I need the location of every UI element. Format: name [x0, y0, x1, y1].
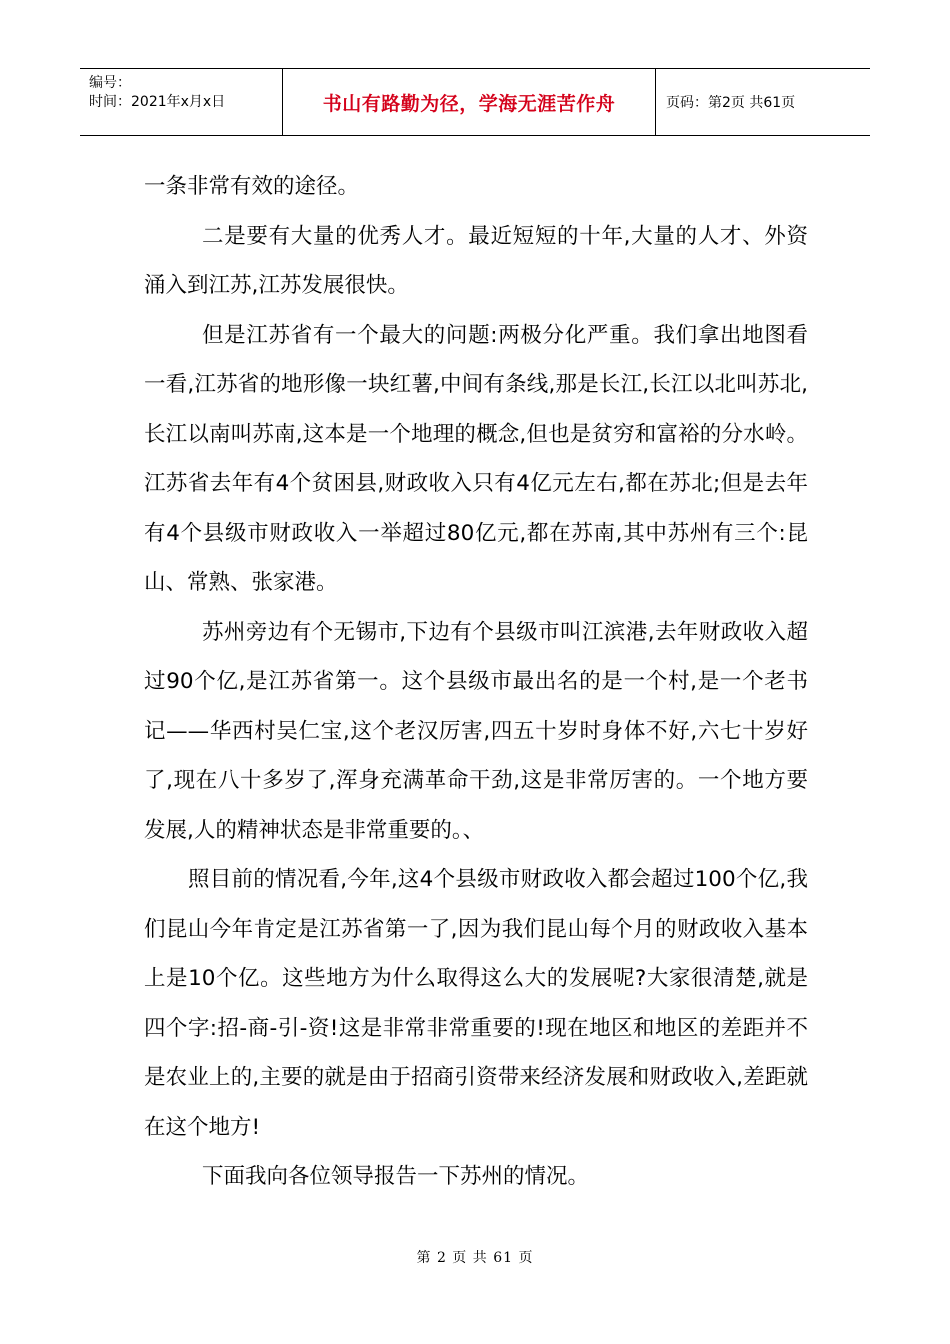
document-number-label: 编号：: [89, 75, 131, 91]
header-page-number: 页码：第2页 共61页: [666, 95, 796, 111]
paragraph: 苏州旁边有个无锡市,下边有个县级市叫江滨港,去年财政收入超过90个亿,是江苏省第一。这个县级市最出名的是一个村,是一个老书记——华西村吴仁宝,这个老汉厉害,四五十岁时身体不好,六七十岁好了,现在八十多岁了,浑身充满革命干劲,这是非常厉害的。一个地方要发展,人的精神状态是非常重要的。、: [144, 619, 808, 843]
paragraph: 下面我向各位领导报告一下苏州的情况。: [202, 1164, 590, 1189]
document-body: [144, 162, 808, 1202]
header-motto: 书山有路勤为径，学海无涯苦作舟: [322, 92, 616, 115]
paragraph: 照目前的情况看,今年,这4个县级市财政收入都会超过100个亿,我们昆山今年肯定是江苏省第一了,因为我们昆山每个月的财政收入基本上是10个亿。这些地方为什么取得这么大的发展呢?大家很清楚,就是四个字:招-商-引-资!这是非常非常重要的!现在地区和地区的差距并不是农业上的,主要的就是由于招商引资带来经济发展和财政收入,差距就在这个地方!: [144, 867, 808, 1140]
document-date-label: 时间：2021年x月x日: [89, 94, 226, 110]
header-meta-cell: [80, 69, 283, 135]
header-motto-cell: [283, 69, 656, 135]
page-footer: 第 2 页 共 61 页: [416, 1250, 534, 1266]
page-header: [80, 68, 870, 136]
paragraph: 一条非常有效的途径。: [144, 174, 360, 199]
header-page-cell: [656, 69, 870, 135]
paragraph: 二是要有大量的优秀人才。最近短短的十年,大量的人才、外资涌入到江苏,江苏发展很快。: [144, 223, 808, 298]
paragraph: 但是江苏省有一个最大的问题:两极分化严重。我们拿出地图看一看,江苏省的地形像一块红薯,中间有条线,那是长江,长江以北叫苏北,长江以南叫苏南,这本是一个地理的概念,但也是贫穷和富裕的分水岭。江苏省去年有4个贫困县,财政收入只有4亿元左右,都在苏北;但是去年有4个县级市财政收入一举超过80亿元,都在苏南,其中苏州有三个:昆山、常熟、张家港。: [144, 322, 808, 595]
